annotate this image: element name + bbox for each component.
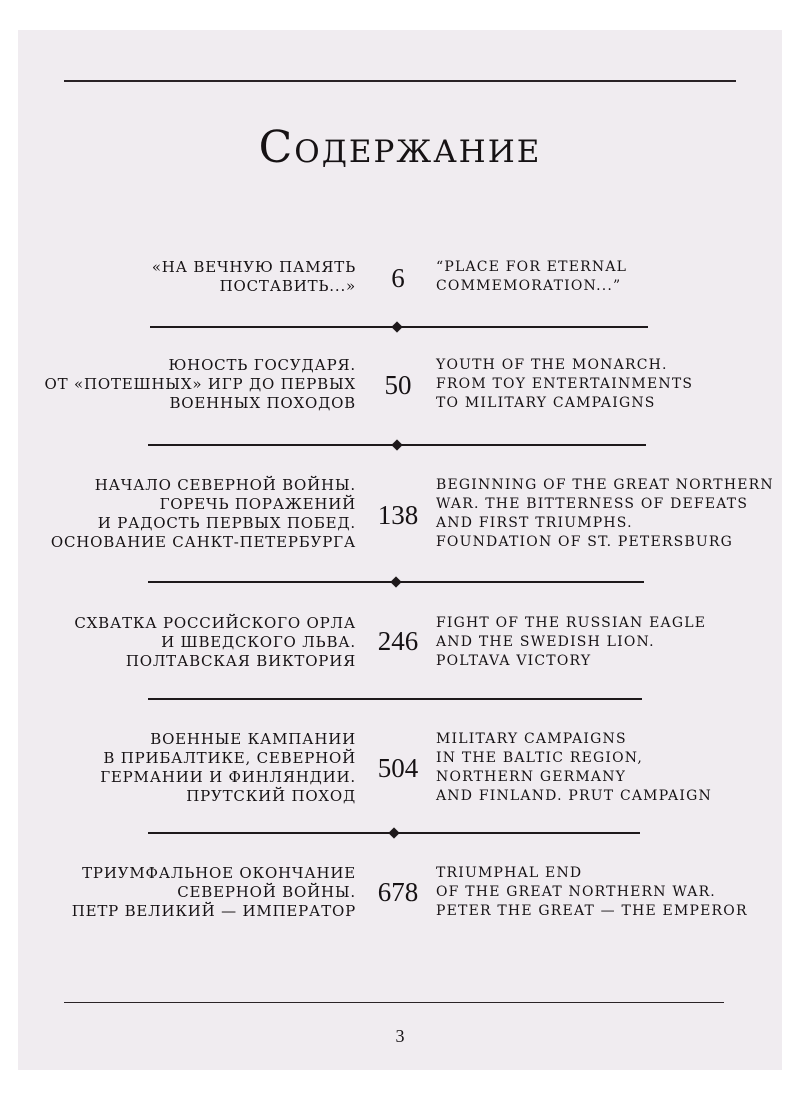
toc-entry-title-en	[436, 476, 774, 552]
bottom-rule	[64, 1002, 724, 1003]
toc-entry-title-ru	[74, 614, 356, 671]
en-line: FIGHT OF THE RUSSIAN EAGLE	[436, 615, 707, 631]
toc-entry-page: 678	[377, 877, 419, 907]
toc-entry-title-ru	[72, 864, 356, 921]
en-line: AND FIRST TRIUMPHS.	[436, 515, 633, 531]
ru-line: СЕВЕРНОЙ ВОЙНЫ.	[177, 883, 356, 901]
top-rule	[64, 80, 736, 82]
toc-entry-title-ru	[152, 258, 356, 296]
page-title: Содержание	[258, 122, 542, 173]
section-divider	[148, 698, 642, 700]
en-line: BEGINNING OF THE GREAT NORTHERN	[436, 477, 774, 493]
ru-line: ГЕРМАНИИ И ФИНЛЯНДИИ.	[100, 768, 356, 786]
ru-line: НАЧАЛО СЕВЕРНОЙ ВОЙНЫ.	[94, 476, 356, 494]
toc-entry-title-ru	[45, 356, 356, 413]
en-line: “PLACE FOR ETERNAL	[436, 259, 628, 275]
divider-diamond	[388, 827, 399, 838]
ru-line: ГОРЕЧЬ ПОРАЖЕНИЙ	[159, 495, 356, 513]
ru-line: И ШВЕДСКОГО ЛЬВА.	[161, 633, 356, 651]
ru-line: ВОЕННЫХ ПОХОДОВ	[169, 394, 356, 412]
en-line: MILITARY CAMPAIGNS	[436, 731, 627, 747]
page-number: 3	[395, 1026, 405, 1046]
divider-diamond	[391, 321, 402, 332]
en-line: AND FINLAND. PRUT CAMPAIGN	[436, 788, 712, 804]
en-line: YOUTH OF THE MONARCH.	[436, 357, 668, 373]
ru-line: И РАДОСТЬ ПЕРВЫХ ПОБЕД.	[97, 514, 356, 532]
ru-line: «НА ВЕЧНУЮ ПАМЯТЬ	[151, 258, 356, 276]
en-line: IN THE BALTIC REGION,	[436, 750, 643, 766]
en-line: TRIUMPHAL END	[436, 865, 583, 881]
en-line: PETER THE GREAT — THE EMPEROR	[436, 903, 748, 919]
ru-line: СХВАТКА РОССИЙСКОГО ОРЛА	[74, 614, 356, 632]
ru-line: ТРИУМФАЛЬНОЕ ОКОНЧАНИЕ	[82, 864, 356, 882]
divider-diamond	[391, 439, 402, 450]
en-line: POLTAVA VICTORY	[436, 653, 592, 669]
ru-line: В ПРИБАЛТИКЕ, СЕВЕРНОЙ	[103, 749, 356, 767]
book-page	[18, 30, 782, 1070]
toc-entry-title-ru	[51, 476, 356, 552]
en-line: WAR. THE BITTERNESS OF DEFEATS	[436, 496, 749, 512]
toc-entry-page: 246	[377, 626, 419, 656]
ru-line: ПОСТАВИТЬ...»	[219, 277, 356, 295]
ru-line: ПЕТР ВЕЛИКИЙ — ИМПЕРАТОР	[71, 902, 356, 920]
toc-entry-page: 504	[377, 753, 419, 783]
ru-line: ОТ «ПОТЕШНЫХ» ИГР ДО ПЕРВЫХ	[44, 375, 356, 393]
toc-entry-page: 50	[384, 370, 412, 400]
en-line: NORTHERN GERMANY	[436, 769, 627, 785]
en-line: AND THE SWEDISH LION.	[436, 634, 655, 650]
en-line: FROM TOY ENTERTAINMENTS	[436, 376, 694, 392]
en-line: OF THE GREAT NORTHERN WAR.	[436, 884, 716, 900]
ru-line: ЮНОСТЬ ГОСУДАРЯ.	[168, 356, 356, 374]
ru-line: ПРУТСКИЙ ПОХОД	[186, 787, 356, 805]
en-line: COMMEMORATION...”	[436, 278, 622, 294]
ru-line: ОСНОВАНИЕ САНКТ-ПЕТЕРБУРГА	[50, 533, 356, 551]
toc-entry-title-en	[436, 864, 748, 921]
toc-entry-page: 6	[391, 263, 405, 293]
toc-entry-title-ru	[100, 730, 356, 806]
toc-entry-title-en	[436, 258, 627, 296]
toc-entry-title-en	[436, 730, 712, 806]
toc-entry-title-en	[436, 356, 693, 413]
en-line: TO MILITARY CAMPAIGNS	[436, 395, 656, 411]
divider-diamond	[390, 576, 401, 587]
en-line: FOUNDATION OF ST. PETERSBURG	[436, 534, 734, 550]
ru-line: ПОЛТАВСКАЯ ВИКТОРИЯ	[125, 652, 356, 670]
toc-entry-title-en	[436, 614, 706, 671]
toc-entry-page: 138	[377, 500, 419, 530]
ru-line: ВОЕННЫЕ КАМПАНИИ	[150, 730, 356, 748]
